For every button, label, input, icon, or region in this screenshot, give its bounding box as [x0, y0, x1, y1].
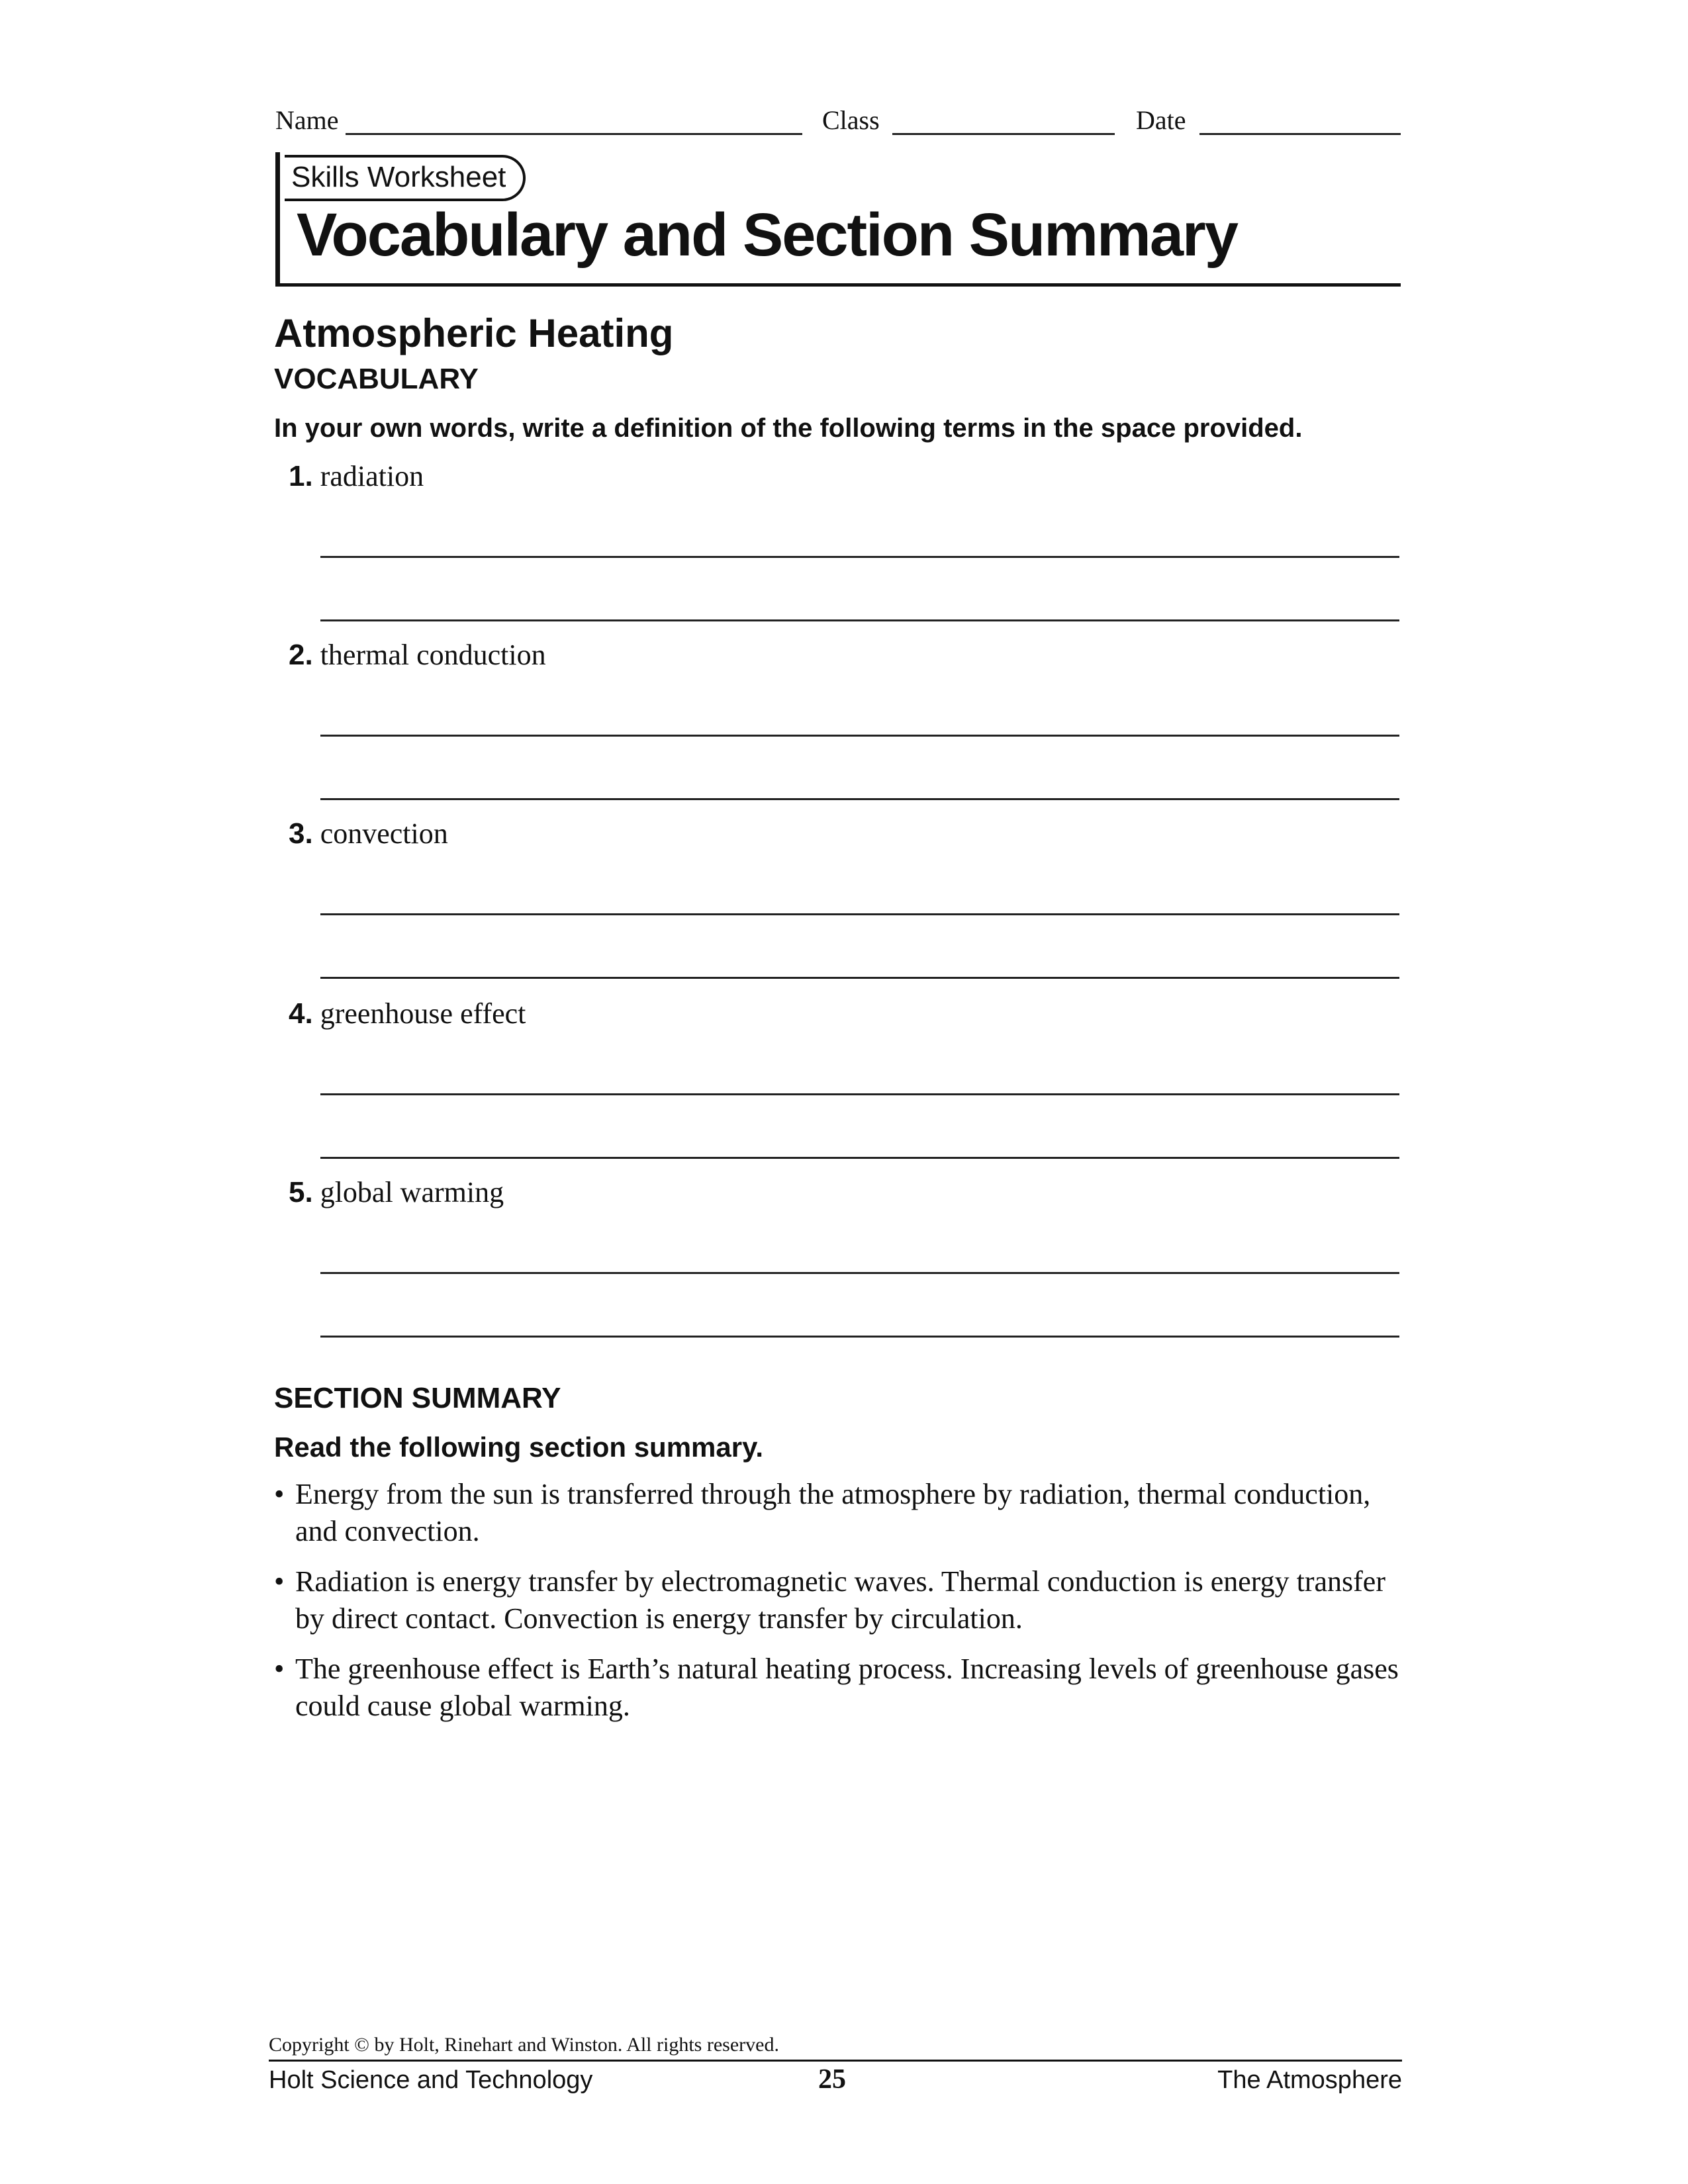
- copyright-notice: Copyright © by Holt, Rinehart and Winston. All rights reserved.: [269, 2034, 779, 2056]
- bullet-text: Energy from the sun is transferred through the atmosphere by radiation, thermal conduction, and convection.: [295, 1478, 1371, 1547]
- page-title: Vocabulary and Section Summary: [297, 201, 1237, 269]
- answer-line[interactable]: [320, 913, 1399, 915]
- title-divider: [275, 283, 1401, 287]
- class-field[interactable]: [892, 133, 1115, 135]
- bullet-icon: •: [274, 1653, 285, 1685]
- answer-line[interactable]: [320, 735, 1399, 737]
- footer-divider: [269, 2060, 1402, 2062]
- vocab-term: thermal conduction: [320, 639, 546, 671]
- vocab-item: [289, 459, 424, 494]
- vocab-item: [289, 1175, 504, 1210]
- answer-line[interactable]: [320, 1272, 1399, 1274]
- answer-line[interactable]: [320, 1336, 1399, 1338]
- vocab-term: radiation: [320, 460, 424, 492]
- bullet-text: Radiation is energy transfer by electromagnetic waves. Thermal conduction is energy transfer by direct contact. Convection is energy transfer by circulation.: [295, 1565, 1385, 1635]
- bullet-icon: •: [274, 1565, 285, 1598]
- vocab-number: 1.: [289, 460, 313, 492]
- page-number: 25: [818, 2064, 846, 2095]
- vocab-item: [289, 817, 448, 851]
- answer-line[interactable]: [320, 1093, 1399, 1095]
- answer-line[interactable]: [320, 798, 1399, 800]
- section-title: Atmospheric Heating: [274, 311, 674, 355]
- title-bracket: [275, 152, 280, 285]
- name-field[interactable]: [346, 133, 802, 135]
- answer-line[interactable]: [320, 1157, 1399, 1159]
- bullet-text: The greenhouse effect is Earth’s natural heating process. Increasing levels of greenhouse gases could cause global warming.: [295, 1653, 1399, 1722]
- worksheet-tab: Skills Worksheet: [285, 155, 526, 201]
- date-field[interactable]: [1199, 133, 1401, 135]
- vocabulary-heading: VOCABULARY: [274, 363, 479, 395]
- summary-instructions: Read the following section summary.: [274, 1432, 764, 1463]
- vocab-number: 3.: [289, 817, 313, 850]
- date-label: Date: [1136, 105, 1186, 135]
- publisher-name: Holt Science and Technology: [269, 2066, 593, 2094]
- vocab-item: [289, 997, 526, 1031]
- summary-bullet: [274, 1476, 1413, 1550]
- vocab-number: 2.: [289, 639, 313, 671]
- vocab-term: global warming: [320, 1176, 504, 1208]
- vocab-number: 4.: [289, 997, 313, 1030]
- vocab-term: convection: [320, 817, 448, 850]
- summary-bullet: [274, 1563, 1413, 1637]
- vocab-item: [289, 638, 546, 672]
- summary-heading: SECTION SUMMARY: [274, 1382, 561, 1414]
- chapter-name: The Atmosphere: [1217, 2066, 1402, 2094]
- vocab-term: greenhouse effect: [320, 997, 526, 1030]
- summary-bullet: [274, 1651, 1413, 1725]
- bullet-icon: •: [274, 1478, 285, 1510]
- vocabulary-instructions: In your own words, write a definition of the following terms in the space provided.: [274, 414, 1303, 443]
- answer-line[interactable]: [320, 977, 1399, 979]
- class-label: Class: [822, 105, 880, 135]
- name-label: Name: [275, 105, 339, 135]
- answer-line[interactable]: [320, 619, 1399, 621]
- answer-line[interactable]: [320, 556, 1399, 558]
- vocab-number: 5.: [289, 1176, 313, 1208]
